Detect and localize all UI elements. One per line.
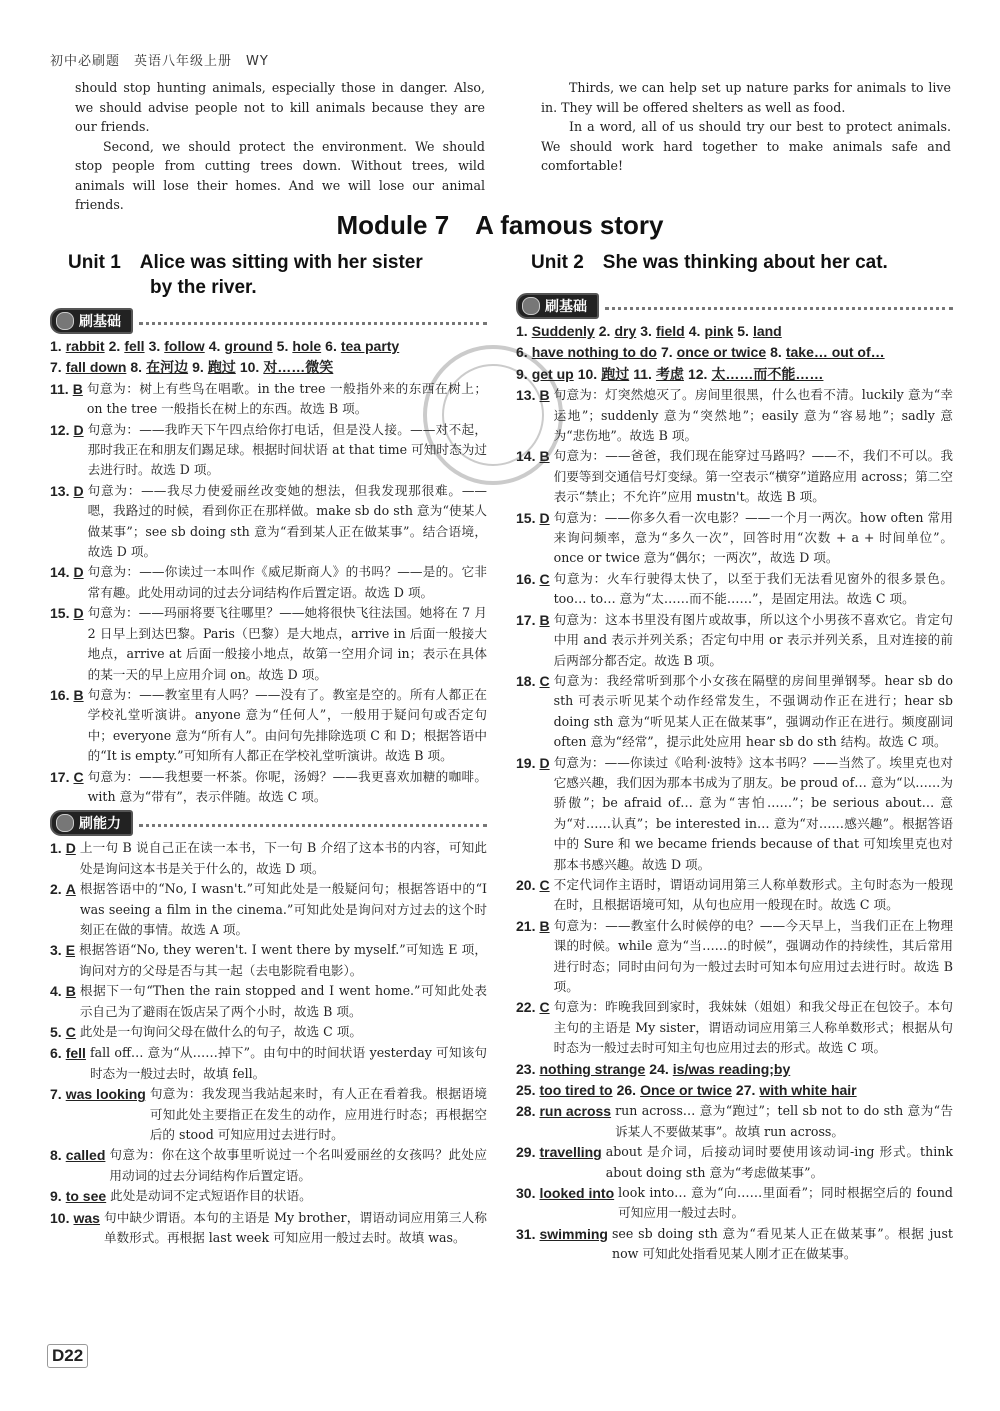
answer-item [516,875,953,916]
answer-explanation: 上一句 B 说自己正在读一本书，下一句 B 介绍了这本书的内容，可知此处是询问这本书是关于什么的，故选 D 项。 [79,840,487,876]
answer-item [516,610,953,671]
answer-value: follow [164,338,205,354]
answer-value: B [539,917,550,934]
answer-number: 1. [516,323,528,339]
answer-line [516,321,953,342]
answer-value: was looking [65,1086,146,1103]
answer-value: called [65,1147,106,1164]
answer-explanation: 句意为：灯突然熄灭了。房间里很黑，什么也看不清。luckily 意为“幸运地”；suddenly 意为“突然地”；easily 意为“容易地”；sadly 意为“悲伤地”。故选 B 项。 [553,387,953,444]
answer-number: 9. [50,1188,62,1205]
answer-value: D [73,564,84,581]
answer-label [516,671,550,753]
answer-value: fell [124,338,145,354]
answer-value: hole [292,338,322,354]
answer-value: 跑过 [601,365,630,382]
answer-number: 29. [516,1144,536,1161]
answer-value: D [73,605,84,622]
answer-label [516,1101,611,1142]
answer-number: 2. [598,323,611,339]
answer-label [50,940,75,981]
answer-number: 16. [50,686,70,703]
page-header: 初中必刷题 英语八年级上册 WY [50,54,269,69]
answer-item [50,1208,487,1249]
answer-number: 5. [50,1024,62,1040]
answer-label [516,1142,602,1183]
answer-value: B [73,686,84,703]
answer-value: too tired to [539,1082,613,1099]
answer-number: 9. [516,365,528,382]
answer-value: take… out of… [785,344,885,361]
answer-explanation: 句意为：你在这个故事里听说过一个名叫爱丽丝的女孩吗？此处应用动词的过去分词结构作后置定语。 [109,1147,487,1183]
answer-number: 3. [148,338,161,354]
ability-banner: 刷能力 [50,810,487,836]
pen-icon [56,312,74,330]
answer-label [516,997,550,1058]
answer-item [50,879,487,940]
answer-line [516,342,953,363]
answer-number: 31. [516,1225,536,1242]
answer-number: 18. [516,672,536,689]
answer-label [50,767,84,808]
answer-number: 4. [50,983,62,1000]
answer-value: 考虑 [655,365,684,382]
answer-label [50,379,83,420]
answer-value: to see [65,1188,107,1205]
answer-item [50,685,487,767]
answer-value: run across [539,1103,612,1120]
answer-value: D [65,840,76,857]
answer-value: was [73,1209,100,1226]
answer-value: D [73,482,84,499]
answer-value: Suddenly [531,323,595,339]
answer-explanation: about 是介词，后接动词时要使用该动词-ing 形式。think about doing sth 意为“考虑做某事”。 [605,1144,953,1180]
answer-value: D [73,421,84,438]
answer-number: 8. [130,359,143,376]
answer-number: 5. [276,338,289,354]
answer-explanation: 根据答语“No, they weren't. I went there by myself.”可知选 E 项，询问对方的父母是否与其一起（去电影院看电影）。 [79,942,487,978]
answer-list [516,1101,953,1264]
unit1-title-line1: Unit 1 Alice was sitting with her sister [68,252,423,273]
paragraph: In a word, all of us should try our best to protect animals. We should work hard together to make animals safe and comfortable! [541,119,951,173]
answer-explanation: see sb doing sth 意为“看见某人正在做某事”。根据 just now 可知此处指看见某人刚才正在做某事。 [611,1225,953,1262]
answer-number: 12. [687,365,708,382]
answer-value: D [539,754,550,771]
answer-label [516,569,550,610]
answer-number: 9. [192,359,204,376]
answer-item [50,481,487,563]
answer-explanation: 句意为：我发现当我站起来时，有人正在看着我。根据语境可知此处主要指正在发生的动作，应用进行时态；再根据空后的 stood 可知应用过去进行时。 [149,1086,487,1143]
answer-value: fall down [65,359,127,376]
answer-value: is/was reading;by [672,1060,791,1077]
answer-number: 1. [50,338,62,354]
answer-explanation: 句意为：树上有些鸟在唱歌。in the tree 一般指外来的东西在树上；on the tree 一般指长在树上的东西。故选 B 项。 [86,380,487,417]
answer-number: 7. [660,344,673,361]
answer-number: 26. [616,1082,637,1099]
answer-value: rabbit [65,338,105,354]
answer-explanation: 句意为：火车行驶得太快了，以至于我们无法看见窗外的很多景色。too… to… 意为“太……而不能……”，是固定用法。故选 C 项。 [553,570,953,607]
answer-item [516,753,953,875]
answer-item [50,1022,487,1043]
paragraph: Thirds, we can help set up nature parks for animals to live in. They will be offered shelters as well as food. [541,80,951,115]
answer-item [50,767,487,808]
answer-explanation: fall off… 意为“从……掉下”。由句中的时间状语 yesterday 可知该句时态为一般过去时，故填 fell。 [89,1045,487,1081]
answer-explanation: 句中缺少谓语。本句的主语是 My brother，谓语动词应用第三人称单数形式。再根据 last week 可知应用一般过去时。故填 was。 [103,1209,487,1246]
answer-label [50,685,84,767]
answer-label [50,1043,86,1084]
answer-value: C [539,999,550,1016]
answer-item [516,1142,953,1183]
answer-explanation: 句意为：——我尽力使爱丽丝改变她的想法，但我发现那很难。——嗯，我路过的时候，看到你正在那样做。make sb do sth 意为“使某人做某事”；see sb doing sth 意为“看到某人正在做某事”。结合语境，故选 D 项。 [87,482,487,560]
answer-number: 10. [239,359,260,376]
answer-value: E [65,942,76,959]
answer-explanation: run across… 意为“跑过”；tell sb not to do sth 意为“告诉某人不要做某事”。故填 run across。 [615,1103,953,1139]
answer-explanation: look into… 意为“向……里面看”；同时根据空后的 found 可知应用一般过去时。 [618,1185,953,1221]
basic-banner: 刷基础 [516,293,953,319]
answer-item [50,940,487,981]
watermark-stamp [418,340,568,490]
answer-explanation: 句意为：——你读过《哈利·波特》这本书吗？——当然了。埃里克也对它感兴趣，我们因为那本书成为了朋友。be proud of… 意为“以……为骄傲”；be afraid of… 意为“害怕……”；be serious about… 意为“对……认真”；be interested in… 意为“对……感兴趣”。根据答语中的 Sure 和 we became friends because of that 可知埃里克也对那本书感兴趣。故选 D 项。 [553,754,953,872]
answer-explanation: 句意为：——爸爸，我们现在能穿过马路吗？——不，我们不可以。我们要等到交通信号灯变绿。第一空表示“横穿”道路应用 across；第二空表示“禁止；不允许”应用 mustn't。故选 B 项。 [553,448,953,505]
answer-value: nothing strange [539,1060,646,1077]
answer-value: once or twice [676,344,767,361]
answer-value: looked into [539,1185,615,1202]
answer-value: B [539,387,550,404]
answer-item [516,1183,953,1224]
answer-number: 7. [50,359,62,376]
answer-number: 14. [50,564,70,581]
answer-explanation: 不定代词作主语时，谓语动词用第三人称单数形式。主句时态为一般现在时，且根据语境可知，从句也应用一般现在时。故选 C 项。 [553,876,953,913]
answer-label [50,420,84,481]
answer-value: C [539,570,550,587]
answer-value: A [65,881,76,898]
answer-value: get up [531,365,574,382]
answer-number: 5. [737,323,749,339]
answer-label [50,1022,76,1043]
answer-label [516,1224,608,1265]
answer-explanation: 句意为：——教室里有人吗？——没有了。教室是空的。所有人都正在学校礼堂听演讲。anyone 意为“任何人”，一般用于疑问句或否定句中；everyone 意为“所有人”。由问句先排除选项 C 和 D；根据答语中的“It is empty.”可知所有人都正在学校礼堂听演讲。故选 B 项。 [87,686,487,764]
answer-explanation: 句意为：——我想要一杯茶。你呢，汤姆？——我更喜欢加糖的咖啡。with 意为“带有”，表示伴随。故选 C 项。 [87,768,487,804]
answer-number: 12. [50,421,70,438]
answer-number: 11. [633,365,652,382]
unit2-title: Unit 2 She was thinking about her cat. [531,252,888,273]
answer-number: 27. [735,1082,756,1099]
answer-value: pink [704,323,734,339]
answer-explanation: 句意为：昨晚我回到家时，我妹妹（姐姐）和我父母正在包饺子。本句主句的主语是 My sister，谓语动词应用第三人称单数形式；根据从句时态为一般过去时可知主句也应用过去的形式。故选 C 项。 [553,999,953,1056]
answer-item [50,838,487,879]
answer-line [516,1059,953,1080]
answer-label [50,603,84,685]
answer-explanation: 句意为：——玛丽将要飞往哪里？——她将很快飞往法国。她将在 7 月 2 日早上到达巴黎。Paris（巴黎）是大地点，arrive in 后面一般接大地点，arrive at 后面一般接小地点，故第一空用介词 in；表示在具体的某一天的早上应用介词 on。故选 D 项。 [87,605,487,682]
top-left-text [75,78,485,215]
top-right-text [541,78,951,176]
answer-number: 11. [50,380,69,397]
answer-value: D [539,509,550,526]
answer-explanation: 句意为：——你多久看一次电影？——一个月一两次。how often 常用来询问频率，意为“多久一次”，回答时用“次数 + a + 时间单位”。once or twice 意为“偶尔；一两次”，故选 D 项。 [553,509,953,566]
answer-number: 1. [50,840,62,857]
answer-number: 13. [50,482,70,499]
answer-number: 24. [649,1060,669,1077]
answer-number: 6. [50,1045,62,1062]
answer-value: B [72,380,83,397]
answer-item [516,1224,953,1265]
answer-value: land [752,323,782,339]
page-number: D22 [47,1344,88,1368]
answer-value: 太……而不能…… [711,365,824,382]
answer-value: field [655,323,685,339]
answer-value: C [65,1024,76,1040]
answer-label [516,610,550,671]
dotted-divider [139,824,487,827]
answer-explanation: 句意为：我经常听到那个小女孩在隔壁的房间里弹钢琴。hear sb do sth 可表示听见某个动作经常发生，不强调动作正在进行；hear sb doing sth 意为“听见某人正在做某事”，强调动作正在进行。频度副词 often 意为“经常”，提示此处应用 hear sb do sth 结构。故选 C 项。 [553,672,953,750]
answer-value: swimming [539,1225,608,1242]
answer-value: travelling [539,1144,602,1161]
unit1-title-line2: by the river. [150,277,257,298]
answer-value: B [539,448,550,465]
answer-value: ground [224,338,273,354]
right-column [516,290,953,1265]
answer-label [516,916,550,998]
answer-explanation: 句意为：——我昨天下午四点给你打电话，但是没人接。——对不起，那时我正在和朋友们踢足球。根据时间状语 at that time 可知时态为过去进行时。故选 D 项。 [87,421,487,478]
answer-label [516,508,550,569]
answer-number: 21. [516,917,536,934]
answer-number: 16. [516,570,536,587]
answer-explanation: 此处是动词不定式短语作目的状语。 [110,1188,312,1204]
pen-icon [522,297,540,315]
answer-explanation: 句意为：这本书里没有图片或故事，所以这个小男孩不喜欢它。肯定句中用 and 表示并列关系；否定句中用 or 表示并列关系，且对连接的前后两部分都否定。故选 B 项。 [553,611,953,668]
answer-number: 15. [516,509,536,526]
answer-value: 跑过 [207,359,236,376]
answer-item [50,603,487,685]
answer-number: 19. [516,754,536,771]
answer-explanation: 根据下一句“Then the rain stopped and I went home.”可知此处表示自己为了避雨在饭店呆了两个小时，故选 B 项。 [79,983,487,1019]
answer-item [516,569,953,610]
answer-item [516,446,953,507]
answer-number: 17. [516,611,536,628]
answer-value: fell [65,1045,86,1062]
answer-label [50,879,76,940]
answer-line [516,364,953,385]
answer-line [516,1080,953,1101]
answer-item [516,385,953,446]
answer-number: 7. [50,1086,62,1103]
answer-item [50,562,487,603]
answer-explanation: 此处是一句询问父母在做什么的句子，故选 C 项。 [79,1024,362,1039]
answer-number: 25. [516,1082,536,1099]
pen-icon [56,814,74,832]
answer-value: C [539,672,550,689]
answer-number: 17. [50,768,70,785]
answer-label [50,1208,100,1249]
answer-label [50,981,76,1022]
answer-number: 22. [516,999,536,1016]
answer-label [50,481,84,563]
answer-value: B [65,983,76,1000]
answer-item [516,508,953,569]
dotted-divider [139,322,487,325]
answer-item [516,1101,953,1142]
answer-number: 13. [516,387,536,404]
answer-value: 在河边 [146,359,189,376]
answer-number: 10. [50,1209,70,1226]
answer-number: 10. [577,365,598,382]
answer-value: B [539,611,550,628]
answer-number: 2. [108,338,121,354]
answer-item [50,1084,487,1145]
module-title: Module 7 A famous story [336,210,664,240]
dotted-divider [605,307,953,310]
answer-number: 23. [516,1060,536,1077]
answer-number: 4. [208,338,221,354]
answer-value: Once or twice [640,1082,732,1099]
answer-explanation: 句意为：——教室什么时候停的电？——今天早上，当我们正在上物理课的时候。while 意为“当……的时候”，强调动作的持续性，其后常用进行时态；同时由问句为一般过去时可知本句应用过去进行时。故选 B 项。 [553,917,953,994]
answer-item [516,997,953,1058]
answer-item [50,1145,487,1186]
answer-value: have nothing to do [531,344,657,361]
answer-value: with white hair [759,1082,857,1099]
answer-list [50,838,487,1248]
unit1-title [68,250,498,300]
answer-number: 6. [325,338,337,354]
answer-number: 3. [640,323,652,339]
answer-item [50,1043,487,1084]
answer-explanation: 根据答语中的“No, I wasn't.”可知此处是一般疑问句；根据答语中的“I was seeing a film in the cinema.”可知此处是询问对方过去的这个时刻正在做的事情。故选 A 项。 [79,881,487,937]
answer-item [50,1186,487,1207]
answer-value: tea party [340,338,400,354]
answer-list [516,385,953,1058]
answer-label [516,875,550,916]
answer-number: 20. [516,876,536,893]
answer-value: C [73,768,84,785]
answer-value: 对……微笑 [263,359,334,376]
answer-label [50,1084,146,1145]
answer-explanation: 句意为：——你读过一本叫作《威尼斯商人》的书吗？——是的。它非常有趣。此处用动词的过去分词结构作后置定语。故选 D 项。 [87,564,487,600]
answer-item [516,916,953,998]
answer-label [516,753,550,875]
answer-number: 28. [516,1103,536,1120]
answer-number: 6. [516,344,528,361]
basic-banner: 刷基础 [50,308,487,334]
answer-label [516,1183,614,1224]
answer-label [50,1145,105,1186]
answer-value: C [539,876,550,893]
answer-item [516,671,953,753]
answer-number: 8. [50,1147,62,1164]
answer-label [50,1186,106,1207]
paragraph: should stop hunting animals, especially those in danger. Also, we should advise people not to kill animals because they are our friends. [75,80,485,134]
answer-value: dry [614,323,637,339]
answer-label [50,838,76,879]
paragraph: Second, we should protect the environment. We should stop people from cutting trees down. Without trees, wild animals will lose their homes. And we will lose our animal friends. [75,138,485,212]
answer-label [50,562,84,603]
answer-number: 14. [516,448,536,465]
answer-number: 3. [50,942,62,959]
answer-number: 15. [50,605,70,622]
answer-item [50,981,487,1022]
answer-number: 8. [770,344,782,361]
answer-number: 30. [516,1185,536,1202]
answer-number: 4. [688,323,701,339]
answer-number: 2. [50,881,62,898]
